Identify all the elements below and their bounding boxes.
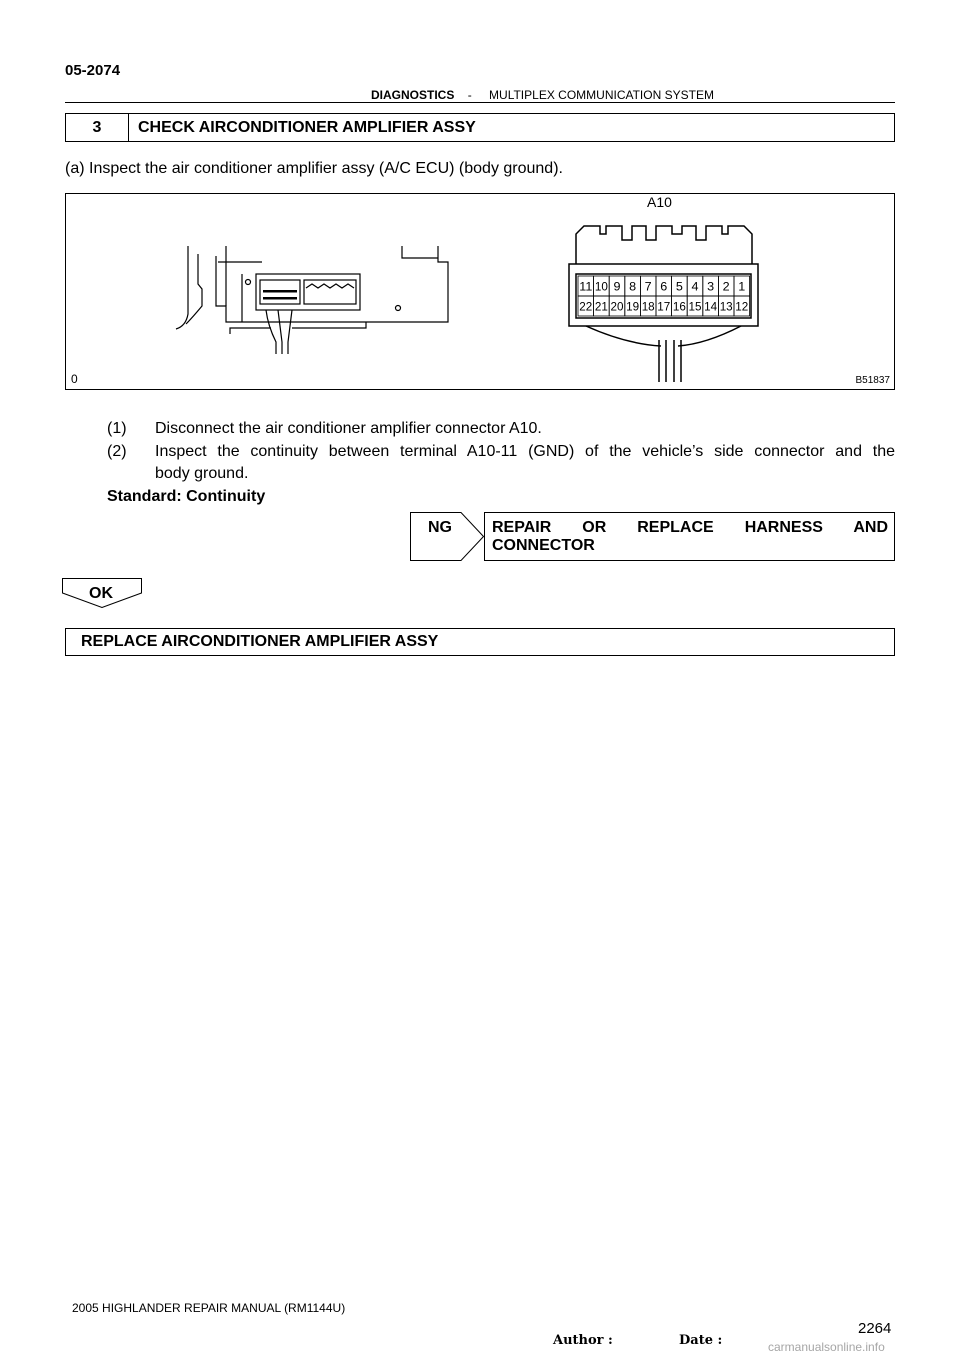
- terminal-number: 19: [626, 299, 640, 314]
- step-title: CHECK AIRCONDITIONER AMPLIFIER ASSY: [138, 119, 476, 136]
- author-label: Author :: [553, 1333, 613, 1348]
- figure-corner-mark: 0: [71, 372, 78, 386]
- substep-2-continuation: body ground.: [155, 465, 249, 482]
- connector-illustration: [66, 194, 894, 389]
- figure-id: B51837: [855, 375, 890, 386]
- terminal-number: 12: [735, 299, 749, 314]
- section-separator: -: [467, 88, 472, 102]
- date-label: Date :: [679, 1333, 723, 1348]
- final-action-box: [65, 628, 895, 656]
- substep-2-text: Inspect the continuity between terminal A10-11 (GND) of the vehicle’s side connector and the: [155, 443, 895, 460]
- ng-action-line2: CONNECTOR: [492, 537, 595, 554]
- terminal-number: 5: [675, 279, 684, 294]
- terminal-number: 11: [579, 279, 593, 294]
- terminal-number: 4: [691, 279, 699, 294]
- terminal-number: 2: [722, 279, 731, 294]
- terminal-number: 15: [688, 299, 702, 314]
- terminal-number: 20: [610, 299, 624, 314]
- terminal-number: 22: [579, 299, 593, 314]
- terminal-number: 14: [704, 299, 718, 314]
- step-title-box: [65, 113, 895, 142]
- step-number: 3: [66, 114, 129, 141]
- page-total: 2264: [858, 1320, 892, 1337]
- substep-1-text: Disconnect the air conditioner amplifier connector A10.: [155, 420, 542, 437]
- header-rule: [65, 102, 895, 103]
- connector-figure: [65, 193, 895, 390]
- terminal-number: 21: [594, 299, 609, 314]
- footer-manual: 2005 HIGHLANDER REPAIR MANUAL (RM1144U): [72, 1301, 346, 1315]
- ng-label: NG: [428, 519, 452, 536]
- terminal-number: 9: [613, 279, 621, 294]
- terminal-number: 8: [629, 279, 637, 294]
- ecu-pin-dots: [263, 290, 297, 300]
- intro-text: (a) Inspect the air conditioner amplifier assy (A/C ECU) (body ground).: [65, 160, 563, 177]
- terminal-number: 10: [594, 279, 609, 294]
- terminal-number: 16: [672, 299, 687, 314]
- terminal-number: 17: [657, 299, 671, 314]
- ok-tab: [62, 578, 142, 608]
- watermark: carmanualsonline.info: [768, 1340, 885, 1354]
- section-name: DIAGNOSTICS: [371, 88, 455, 102]
- section-header: [371, 88, 714, 102]
- connector-label: A10: [647, 194, 672, 210]
- substep-2-number: (2): [107, 443, 127, 460]
- ok-label: OK: [89, 585, 113, 602]
- substep-1-number: (1): [107, 420, 127, 437]
- terminal-number: 13: [719, 299, 734, 314]
- ecu-drawing: [176, 246, 448, 354]
- ng-arrow: [410, 512, 484, 561]
- final-action-text: REPLACE AIRCONDITIONER AMPLIFIER ASSY: [81, 633, 439, 650]
- terminal-number: 18: [641, 299, 656, 314]
- terminal-number: 6: [660, 279, 668, 294]
- ng-action-box: [484, 512, 895, 561]
- a10-terminal-grid: [578, 276, 750, 316]
- ng-action-line1: REPAIR OR REPLACE HARNESS AND: [492, 519, 888, 536]
- standard-spec: Standard: Continuity: [107, 488, 266, 505]
- terminal-number: 7: [644, 279, 653, 294]
- subsection-name: MULTIPLEX COMMUNICATION SYSTEM: [489, 88, 714, 102]
- terminal-number: 1: [738, 279, 746, 294]
- terminal-number: 3: [707, 279, 715, 294]
- page-number: 05-2074: [65, 62, 121, 79]
